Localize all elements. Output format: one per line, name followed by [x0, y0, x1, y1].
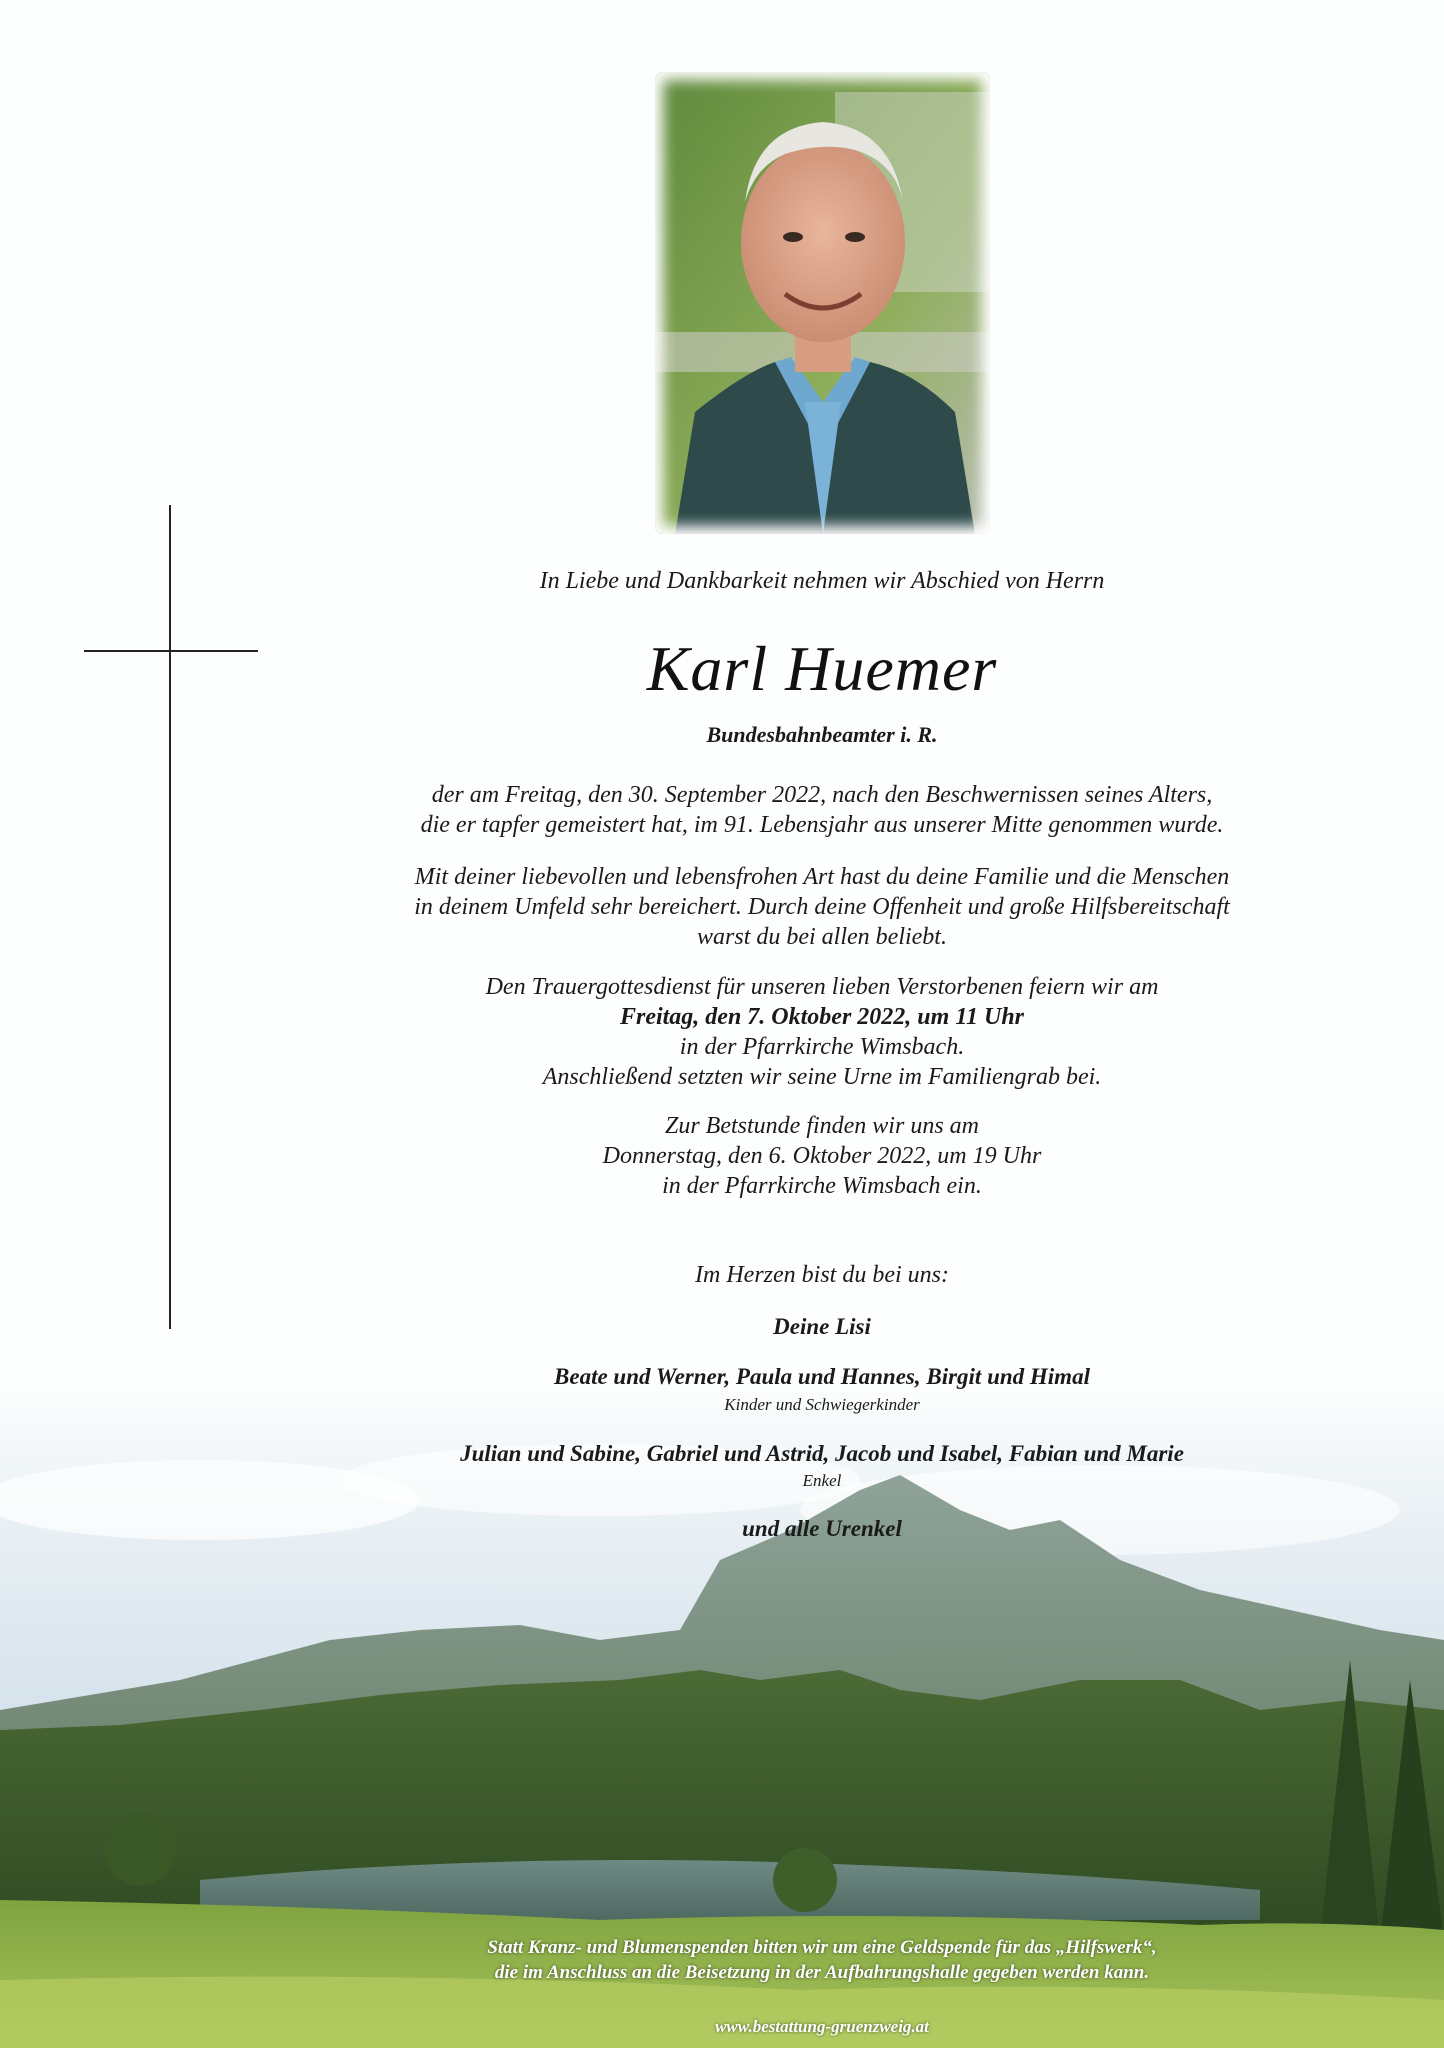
- service-line-1: Den Trauergottesdienst für unseren lieben Verstorbenen feiern wir am: [485, 974, 1159, 1000]
- prayer-line-1: Zur Betstunde finden wir uns am: [664, 1113, 979, 1139]
- grandchildren-label: Enkel: [802, 1471, 842, 1490]
- mourner-children: Beate und Werner, Paula und Hannes, Birgit und Himal: [554, 1364, 1090, 1389]
- prayer-paragraph: [300, 1111, 1344, 1201]
- service-date: Freitag, den 7. Oktober 2022, um 11 Uhr: [619, 1004, 1025, 1030]
- portrait-photo: [655, 72, 990, 534]
- service-paragraph: [300, 972, 1344, 1092]
- mourner-grandchildren: Julian und Sabine, Gabriel und Astrid, Jacob und Isabel, Fabian und Marie: [460, 1441, 1184, 1466]
- prayer-location: in der Pfarrkirche Wimsbach ein.: [662, 1173, 982, 1199]
- service-location: in der Pfarrkirche Wimsbach.: [679, 1034, 965, 1060]
- prayer-date: Donnerstag, den 6. Oktober 2022, um 19 Uhr: [602, 1143, 1042, 1169]
- deceased-title: Bundesbahnbeamter i. R.: [706, 722, 938, 747]
- website-link[interactable]: www.bestattung-gruenzweig.at: [715, 2017, 929, 2036]
- tribute-line-3: warst du bei allen beliebt.: [697, 924, 947, 950]
- donation-line-1: Statt Kranz- und Blumenspenden bitten wir um eine Geldspende für das „Hilfswerk“,: [487, 1937, 1157, 1958]
- donation-line-2: die im Anschluss an die Beisetzung in der Aufbahrungshalle gegeben werden kann.: [494, 1962, 1150, 1983]
- donation-note: [300, 1935, 1344, 1985]
- cross-icon: [169, 505, 171, 1329]
- death-line-2: die er tapfer gemeistert hat, im 91. Lebensjahr aus unserer Mitte genommen wurde.: [420, 812, 1224, 838]
- photo-vignette: [655, 72, 990, 534]
- intro-line: In Liebe und Dankbarkeit nehmen wir Abschied von Herrn: [539, 568, 1105, 594]
- tribute-line-2: in deinem Umfeld sehr bereichert. Durch deine Offenheit und große Hilfsbereitschaft: [414, 894, 1230, 920]
- deceased-name: Karl Huemer: [646, 633, 998, 704]
- service-line-4: Anschließend setzten wir seine Urne im Familiengrab bei.: [542, 1064, 1102, 1090]
- mourner-great-grandchildren: und alle Urenkel: [742, 1516, 902, 1541]
- mourners-heading: Im Herzen bist du bei uns:: [695, 1262, 949, 1288]
- death-line-1: der am Freitag, den 30. September 2022, nach den Beschwernissen seines Alters,: [431, 782, 1213, 808]
- tribute-paragraph: [300, 862, 1344, 952]
- death-paragraph: [300, 780, 1344, 840]
- tribute-line-1: Mit deiner liebevollen und lebensfrohen Art hast du deine Familie und die Menschen: [414, 864, 1230, 890]
- mourner-partner: Deine Lisi: [773, 1314, 871, 1339]
- cross-icon-bar: [84, 650, 258, 652]
- children-label: Kinder und Schwiegerkinder: [724, 1395, 920, 1414]
